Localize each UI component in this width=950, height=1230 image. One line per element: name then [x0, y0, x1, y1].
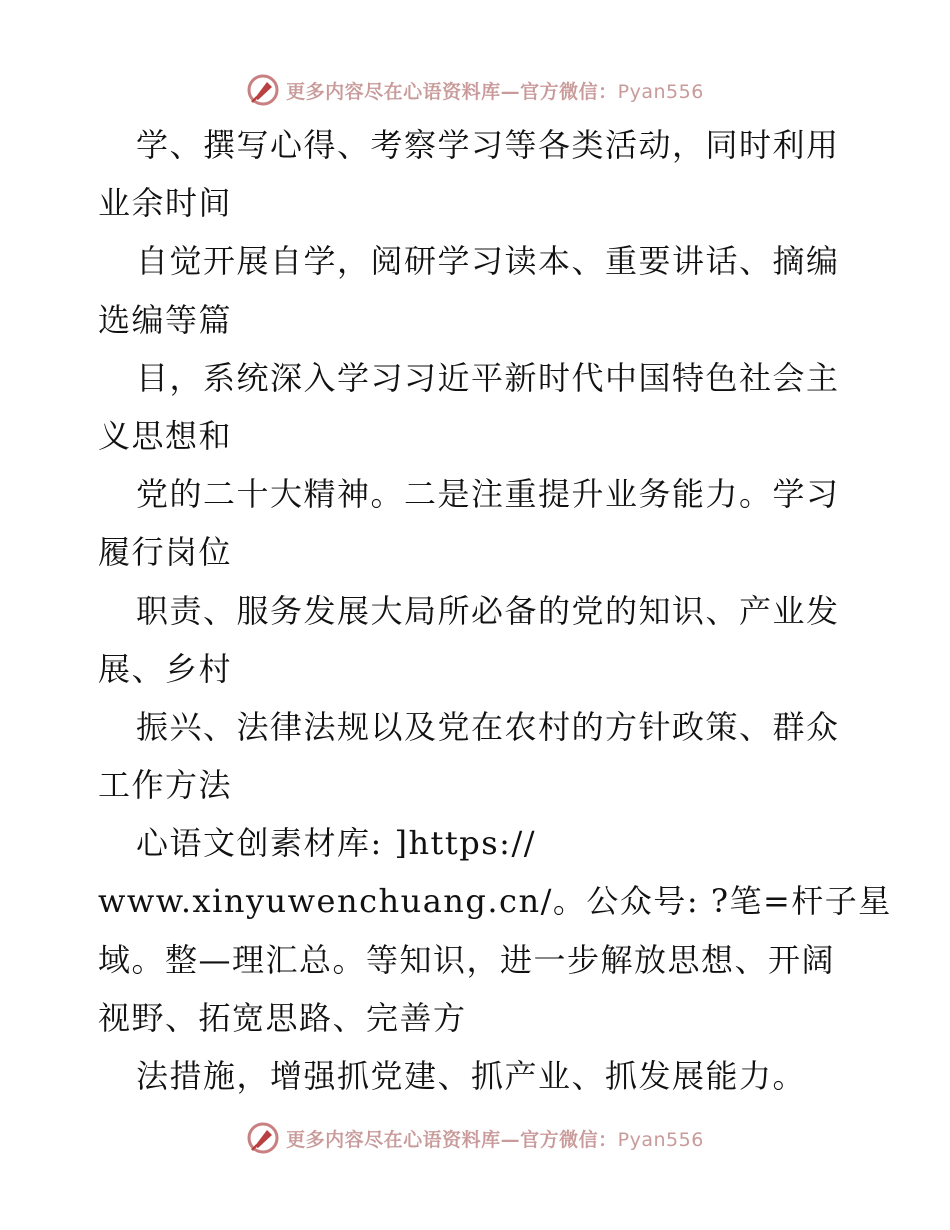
watermark-text: 更多内容尽在心语资料库—官方微信：Pyan556: [286, 1128, 704, 1151]
text-line: 职责、服务发展大局所必备的党的知识、产业发: [136, 591, 840, 630]
header-watermark: [0, 70, 950, 110]
document-body: [98, 116, 892, 1105]
text-line: 振兴、法律法规以及党在农村的方针政策、群众: [136, 707, 840, 746]
text-line: 域。整—理汇总。等知识，进一步解放思想、开阔: [98, 940, 836, 979]
text-line: 心语文创素材库: ]https://: [136, 824, 537, 863]
text-line: 学、撰写心得、考察学习等各类活动，同时利用: [136, 126, 840, 164]
text-line: 视野、拓宽思路、完善方: [98, 998, 467, 1037]
text-line: 法措施，增强抓党建、抓产业、抓发展能力。: [136, 1057, 807, 1095]
text-line: 展、乡村: [98, 649, 233, 688]
text-line: 履行岗位: [98, 533, 233, 572]
text-line: 工作方法: [98, 766, 233, 805]
text-line: 义思想和: [98, 416, 233, 455]
text-line: 业余时间: [98, 184, 233, 223]
text-line: 选编等篇: [98, 300, 233, 339]
footer-watermark: [0, 1118, 950, 1158]
pen-nib-logo-icon: [246, 73, 280, 107]
text-line: 目，系统深入学习习近平新时代中国特色社会主: [136, 358, 840, 397]
pen-nib-logo-icon: [246, 1121, 280, 1155]
text-line: 党的二十大精神。二是注重提升业务能力。学习: [136, 475, 840, 514]
text-line: 自觉开展自学，阅研学习读本、重要讲话、摘编: [136, 242, 840, 281]
text-line: www.xinyuwenchuang.cn/。公众号: ?笔=杆子星: [98, 882, 892, 921]
watermark-text: 更多内容尽在心语资料库—官方微信：Pyan556: [286, 80, 704, 103]
